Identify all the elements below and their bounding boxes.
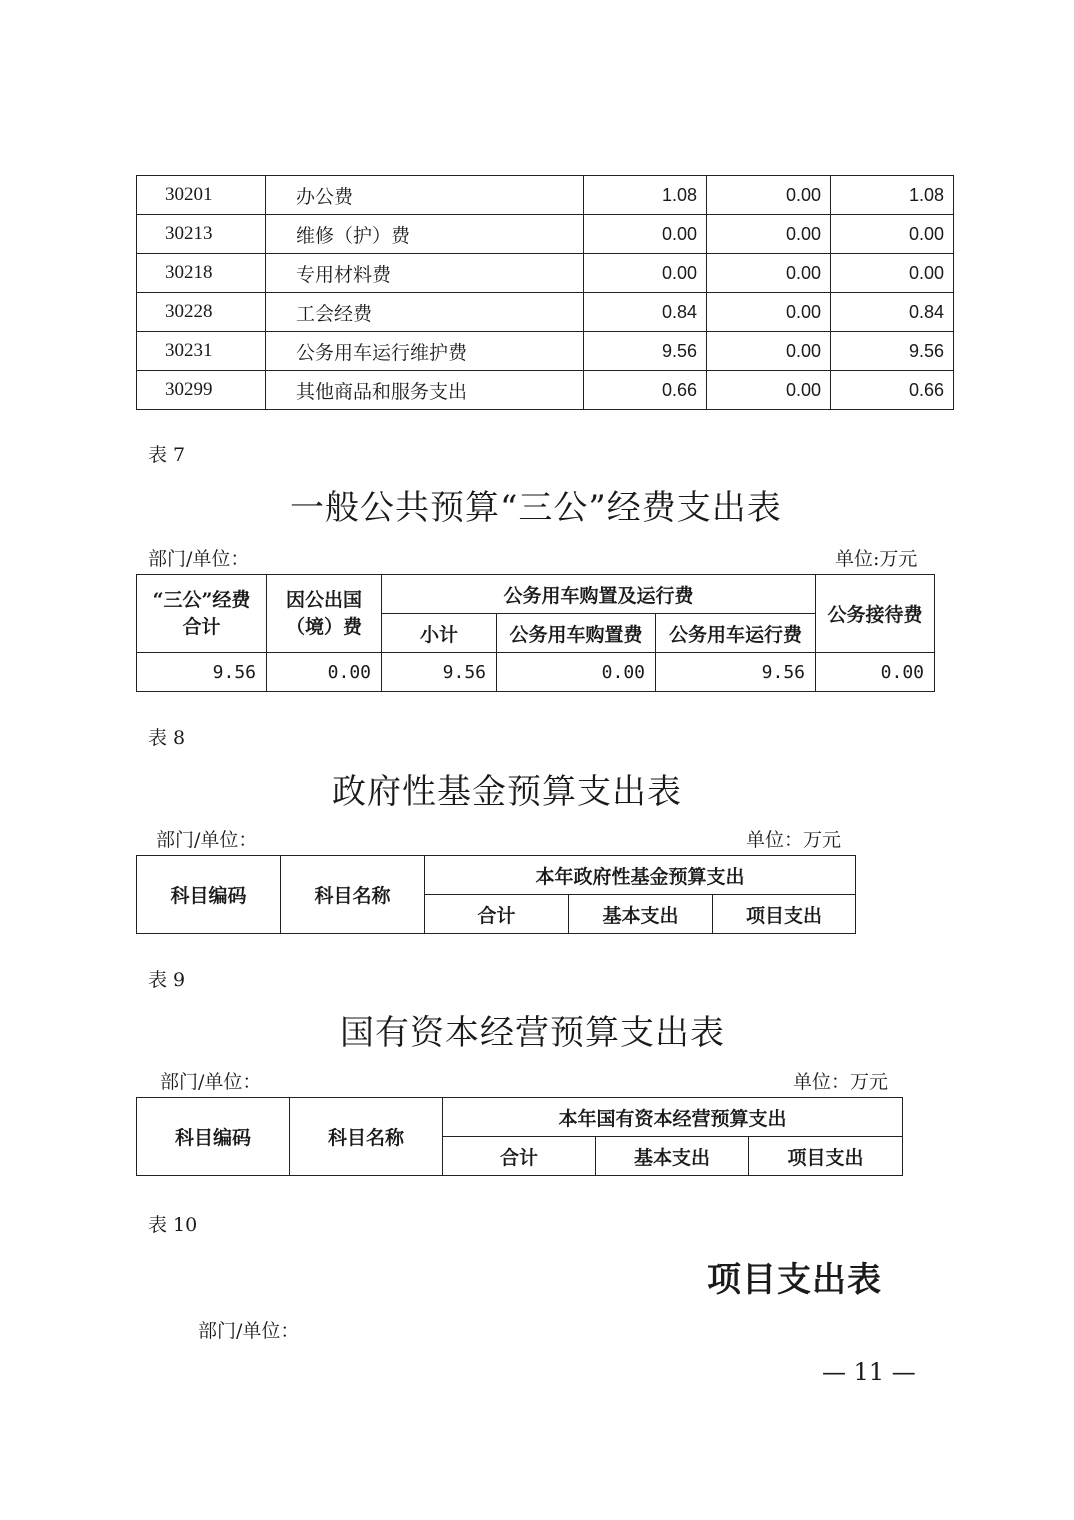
table-10-label: 表 10: [148, 1214, 198, 1236]
table-8-label: 表 8: [148, 727, 186, 749]
header-car-operation: 公务用车运行费: [656, 614, 816, 653]
header-subject-code: 科目编码: [137, 1098, 290, 1176]
table-8-dept-label: 部门/单位：: [156, 829, 258, 851]
table-row: [137, 176, 954, 215]
three-public-expense-table: [136, 574, 935, 692]
name-cell: 维修（护）费: [266, 215, 584, 254]
page-number: — 11 —: [822, 1358, 916, 1386]
table-row: [137, 371, 954, 410]
header-total: 合计: [443, 1137, 596, 1176]
name-cell: 公务用车运行维护费: [266, 332, 584, 371]
table-row: [137, 653, 935, 692]
value-cell: 0.00: [707, 332, 831, 371]
header-total: 合计: [425, 895, 569, 934]
value-cell: 0.00: [831, 254, 954, 293]
header-basic-expense: 基本支出: [569, 895, 713, 934]
table-9-unit-label: 单位：万元: [793, 1071, 889, 1093]
value-cell: 0.84: [584, 293, 707, 332]
header-subject-code: 科目编码: [137, 856, 281, 934]
value-cell: 1.08: [584, 176, 707, 215]
table-7-dept-label: 部门/单位：: [148, 548, 250, 570]
table-10-dept-label: 部门/单位：: [198, 1320, 300, 1342]
table-8-unit-label: 单位：万元: [746, 829, 842, 851]
header-project-expense: 项目支出: [713, 895, 856, 934]
value-cell: 9.56: [831, 332, 954, 371]
header-state-capital-group: 本年国有资本经营预算支出: [443, 1098, 903, 1137]
value-cell: 1.08: [831, 176, 954, 215]
value-cell: 0.84: [831, 293, 954, 332]
header-project-expense: 项目支出: [749, 1137, 903, 1176]
table-9-dept-label: 部门/单位：: [160, 1071, 262, 1093]
header-basic-expense: 基本支出: [596, 1137, 749, 1176]
value-cell: 0.00: [584, 215, 707, 254]
table-10-title: 项目支出表: [707, 1260, 882, 1300]
name-cell: 工会经费: [266, 293, 584, 332]
state-capital-budget-table: [136, 1097, 903, 1176]
name-cell: 办公费: [266, 176, 584, 215]
table-row: [137, 254, 954, 293]
value-cell: 0.00: [707, 215, 831, 254]
header-gov-fund-group: 本年政府性基金预算支出: [425, 856, 856, 895]
header-car-purchase: 公务用车购置费: [497, 614, 656, 653]
value-cell: 0.66: [584, 371, 707, 410]
table-7-label: 表 7: [148, 444, 186, 466]
name-cell: 专用材料费: [266, 254, 584, 293]
table-9-label: 表 9: [148, 969, 186, 991]
header-reception-expense: 公务接待费: [816, 575, 935, 653]
value-cell: 0.00: [831, 215, 954, 254]
table-row: [137, 215, 954, 254]
expense-detail-table: [136, 175, 954, 410]
value-cell: 0.00: [707, 176, 831, 215]
value-cell: 9.56: [584, 332, 707, 371]
header-subtotal: 小计: [382, 614, 497, 653]
value-cell: 0.00: [267, 653, 382, 692]
table-7-unit-label: 单位:万元: [835, 548, 918, 570]
code-cell: 30218: [137, 254, 266, 293]
value-cell: 9.56: [137, 653, 267, 692]
header-subject-name: 科目名称: [281, 856, 425, 934]
value-cell: 0.00: [584, 254, 707, 293]
value-cell: 0.00: [816, 653, 935, 692]
header-abroad-expense: 因公出国（境）费: [267, 575, 382, 653]
value-cell: 0.00: [497, 653, 656, 692]
table-row: [137, 293, 954, 332]
code-cell: 30228: [137, 293, 266, 332]
code-cell: 30201: [137, 176, 266, 215]
header-subject-name: 科目名称: [290, 1098, 443, 1176]
header-car-group: 公务用车购置及运行费: [382, 575, 816, 614]
table-9-title: 国有资本经营预算支出表: [340, 1013, 725, 1053]
table-8-title: 政府性基金预算支出表: [332, 772, 682, 812]
value-cell: 0.00: [707, 293, 831, 332]
value-cell: 0.00: [707, 254, 831, 293]
code-cell: 30299: [137, 371, 266, 410]
value-cell: 9.56: [656, 653, 816, 692]
code-cell: 30213: [137, 215, 266, 254]
table-row: [137, 332, 954, 371]
name-cell: 其他商品和服务支出: [266, 371, 584, 410]
code-cell: 30231: [137, 332, 266, 371]
table-7-title: 一般公共预算“三公”经费支出表: [290, 488, 782, 528]
value-cell: 0.00: [707, 371, 831, 410]
gov-fund-budget-table: [136, 855, 856, 934]
value-cell: 9.56: [382, 653, 497, 692]
header-three-public-total: “三公”经费合计: [137, 575, 267, 653]
value-cell: 0.66: [831, 371, 954, 410]
